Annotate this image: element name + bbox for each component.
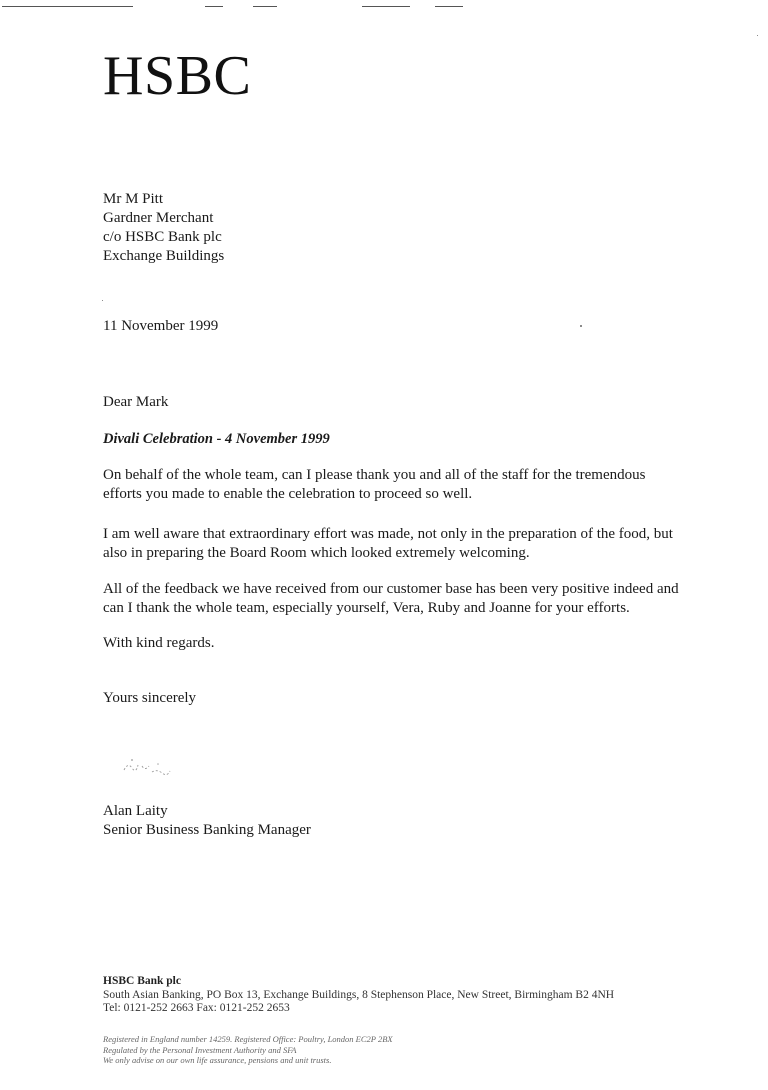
scan-speck — [102, 300, 103, 301]
address-line: Exchange Buildings — [103, 248, 225, 264]
scan-line — [205, 6, 223, 7]
legal-line: We only advise on our own life assurance, pensions and unit trusts. — [103, 1055, 332, 1065]
address-line: Mr M Pitt — [103, 191, 164, 207]
hsbc-logo: HSBC — [103, 45, 252, 107]
recipient-address — [103, 190, 224, 266]
closing-line: With kind regards. — [103, 635, 215, 651]
footer — [103, 975, 614, 1016]
sign-off: Yours sincerely — [103, 690, 197, 706]
footer-contact: Tel: 0121-252 2663 Fax: 0121-252 2653 — [103, 1002, 290, 1014]
body-paragraph: I am well aware that extraordinary effort was made, not only in the preparation of the food, but also in preparing the Board Room which looked extremely welcoming. — [103, 526, 673, 561]
scan-speck — [580, 325, 582, 327]
body-paragraph: On behalf of the whole team, can I please thank you and all of the staff for the tremendous efforts you made to enable the celebration to proceed so well. — [103, 467, 646, 502]
body-paragraph: All of the feedback we have received from our customer base has been very positive indeed and can I thank the whole team, especially yourself, Vera, Ruby and Joanne for your efforts. — [103, 581, 679, 616]
footer-legal — [103, 1034, 393, 1066]
scan-line — [362, 6, 410, 7]
signature-mark — [118, 752, 178, 782]
legal-line: Regulated by the Personal Investment Authority and SFA — [103, 1044, 297, 1055]
salutation: Dear Mark — [103, 394, 169, 410]
scan-line — [253, 6, 277, 7]
scan-line — [435, 6, 463, 7]
signatory-name: Alan Laity — [103, 803, 168, 819]
address-line: Gardner Merchant — [103, 210, 214, 226]
address-line: c/o HSBC Bank plc — [103, 229, 222, 245]
legal-line: Registered in England number 14259. Registered Office: Poultry, London EC2P 2BX — [103, 1034, 393, 1044]
signatory-title: Senior Business Banking Manager — [103, 822, 311, 838]
scan-line — [2, 6, 133, 7]
footer-address: South Asian Banking, PO Box 13, Exchange Buildings, 8 Stephenson Place, New Street, Birmingham B2 4NH — [103, 988, 615, 1001]
letter-date: 11 November 1999 — [103, 318, 219, 334]
signatory-block — [103, 802, 311, 840]
footer-company: HSBC Bank plc — [103, 975, 181, 987]
scan-speck — [757, 35, 758, 36]
subject-line: Divali Celebration - 4 November 1999 — [103, 431, 330, 447]
